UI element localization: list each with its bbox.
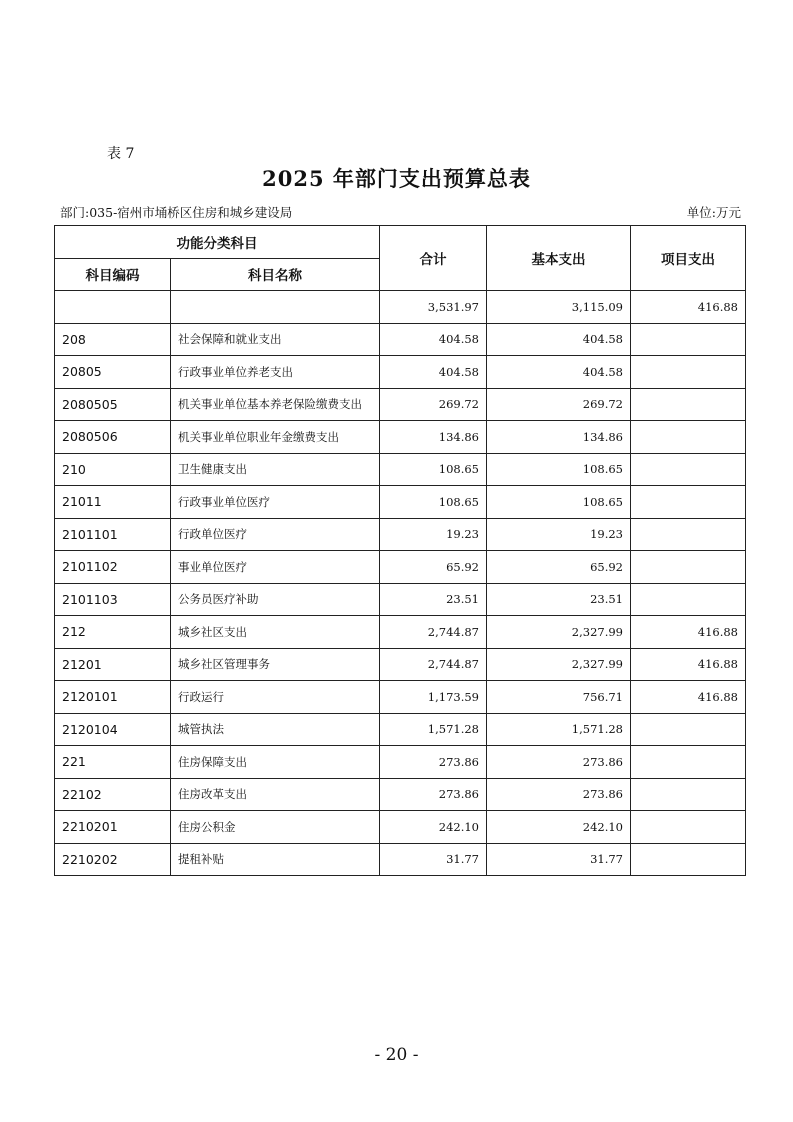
cell-name: 行政事业单位医疗 (171, 486, 380, 519)
table-row (55, 453, 746, 486)
cell-code: 21201 (55, 648, 171, 681)
cell-project (631, 551, 746, 584)
header-func-group: 功能分类科目 (55, 226, 380, 259)
cell-name: 住房改革支出 (171, 778, 380, 811)
cell-basic: 108.65 (487, 453, 631, 486)
cell-name: 行政事业单位养老支出 (171, 356, 380, 389)
cell-code: 208 (55, 323, 171, 356)
cell-project (631, 486, 746, 519)
cell-code: 2101102 (55, 551, 171, 584)
unit-label: 单位:万元 (686, 205, 741, 220)
cell-total: 3,531.97 (380, 291, 487, 324)
table-row (55, 291, 746, 324)
cell-code: 21011 (55, 486, 171, 519)
header-total: 合计 (380, 226, 487, 291)
table-row (55, 518, 746, 551)
table-row (55, 616, 746, 649)
cell-project (631, 323, 746, 356)
cell-project (631, 388, 746, 421)
cell-name: 社会保障和就业支出 (171, 323, 380, 356)
cell-total: 65.92 (380, 551, 487, 584)
cell-total: 134.86 (380, 421, 487, 454)
table-label: 表 7 (107, 146, 135, 162)
cell-total: 108.65 (380, 486, 487, 519)
table-row (55, 681, 746, 714)
cell-name: 机关事业单位基本养老保险缴费支出 (171, 388, 380, 421)
cell-name: 机关事业单位职业年金缴费支出 (171, 421, 380, 454)
cell-project: 416.88 (631, 648, 746, 681)
cell-project (631, 778, 746, 811)
cell-total: 31.77 (380, 843, 487, 876)
header-code: 科目编码 (55, 258, 171, 291)
table-row (55, 778, 746, 811)
cell-code: 2210202 (55, 843, 171, 876)
cell-project: 416.88 (631, 681, 746, 714)
cell-total: 242.10 (380, 811, 487, 844)
cell-name: 卫生健康支出 (171, 453, 380, 486)
table-row (55, 648, 746, 681)
cell-project (631, 421, 746, 454)
cell-name: 城乡社区支出 (171, 616, 380, 649)
page-title: 2025 年部门支出预算总表 (262, 166, 531, 191)
cell-name: 提租补贴 (171, 843, 380, 876)
cell-name: 住房保障支出 (171, 746, 380, 779)
cell-project (631, 453, 746, 486)
header-basic: 基本支出 (487, 226, 631, 291)
department-label: 部门:035-宿州市埇桥区住房和城乡建设局 (60, 205, 293, 220)
cell-project (631, 811, 746, 844)
cell-code: 2120104 (55, 713, 171, 746)
cell-total: 2,744.87 (380, 616, 487, 649)
cell-total: 108.65 (380, 453, 487, 486)
table-row (55, 583, 746, 616)
cell-code: 2210201 (55, 811, 171, 844)
cell-basic: 65.92 (487, 551, 631, 584)
cell-total: 269.72 (380, 388, 487, 421)
cell-basic: 134.86 (487, 421, 631, 454)
cell-project (631, 583, 746, 616)
cell-basic: 3,115.09 (487, 291, 631, 324)
table-row (55, 843, 746, 876)
table-row (55, 551, 746, 584)
cell-code: 2101103 (55, 583, 171, 616)
cell-name: 住房公积金 (171, 811, 380, 844)
cell-project (631, 746, 746, 779)
table-row (55, 811, 746, 844)
cell-project (631, 518, 746, 551)
cell-total: 273.86 (380, 746, 487, 779)
cell-basic: 19.23 (487, 518, 631, 551)
cell-total: 273.86 (380, 778, 487, 811)
cell-basic: 242.10 (487, 811, 631, 844)
cell-basic: 756.71 (487, 681, 631, 714)
cell-name: 事业单位医疗 (171, 551, 380, 584)
table-row (55, 388, 746, 421)
cell-name: 行政单位医疗 (171, 518, 380, 551)
cell-basic: 2,327.99 (487, 648, 631, 681)
cell-project (631, 713, 746, 746)
cell-code: 2120101 (55, 681, 171, 714)
cell-code: 210 (55, 453, 171, 486)
cell-basic: 2,327.99 (487, 616, 631, 649)
cell-basic: 23.51 (487, 583, 631, 616)
table-row (55, 486, 746, 519)
cell-basic: 404.58 (487, 356, 631, 389)
cell-basic: 273.86 (487, 778, 631, 811)
cell-code (55, 291, 171, 324)
cell-project (631, 843, 746, 876)
cell-total: 404.58 (380, 323, 487, 356)
cell-project (631, 356, 746, 389)
cell-code: 20805 (55, 356, 171, 389)
cell-total: 2,744.87 (380, 648, 487, 681)
cell-total: 19.23 (380, 518, 487, 551)
cell-code: 2080506 (55, 421, 171, 454)
cell-name: 城乡社区管理事务 (171, 648, 380, 681)
cell-project: 416.88 (631, 291, 746, 324)
table-row (55, 746, 746, 779)
page-number: - 20 - (374, 1045, 419, 1065)
cell-basic: 1,571.28 (487, 713, 631, 746)
cell-basic: 31.77 (487, 843, 631, 876)
cell-total: 23.51 (380, 583, 487, 616)
table-row (55, 421, 746, 454)
cell-code: 212 (55, 616, 171, 649)
cell-basic: 108.65 (487, 486, 631, 519)
cell-code: 22102 (55, 778, 171, 811)
table-row (55, 356, 746, 389)
budget-table (54, 225, 746, 876)
cell-basic: 404.58 (487, 323, 631, 356)
cell-project: 416.88 (631, 616, 746, 649)
cell-name: 公务员医疗补助 (171, 583, 380, 616)
cell-total: 1,173.59 (380, 681, 487, 714)
cell-name (171, 291, 380, 324)
cell-basic: 273.86 (487, 746, 631, 779)
cell-code: 221 (55, 746, 171, 779)
cell-total: 404.58 (380, 356, 487, 389)
cell-code: 2101101 (55, 518, 171, 551)
cell-total: 1,571.28 (380, 713, 487, 746)
header-project: 项目支出 (631, 226, 746, 291)
table-row (55, 323, 746, 356)
header-name: 科目名称 (171, 258, 380, 291)
table-row (55, 713, 746, 746)
cell-code: 2080505 (55, 388, 171, 421)
cell-basic: 269.72 (487, 388, 631, 421)
cell-name: 行政运行 (171, 681, 380, 714)
cell-name: 城管执法 (171, 713, 380, 746)
